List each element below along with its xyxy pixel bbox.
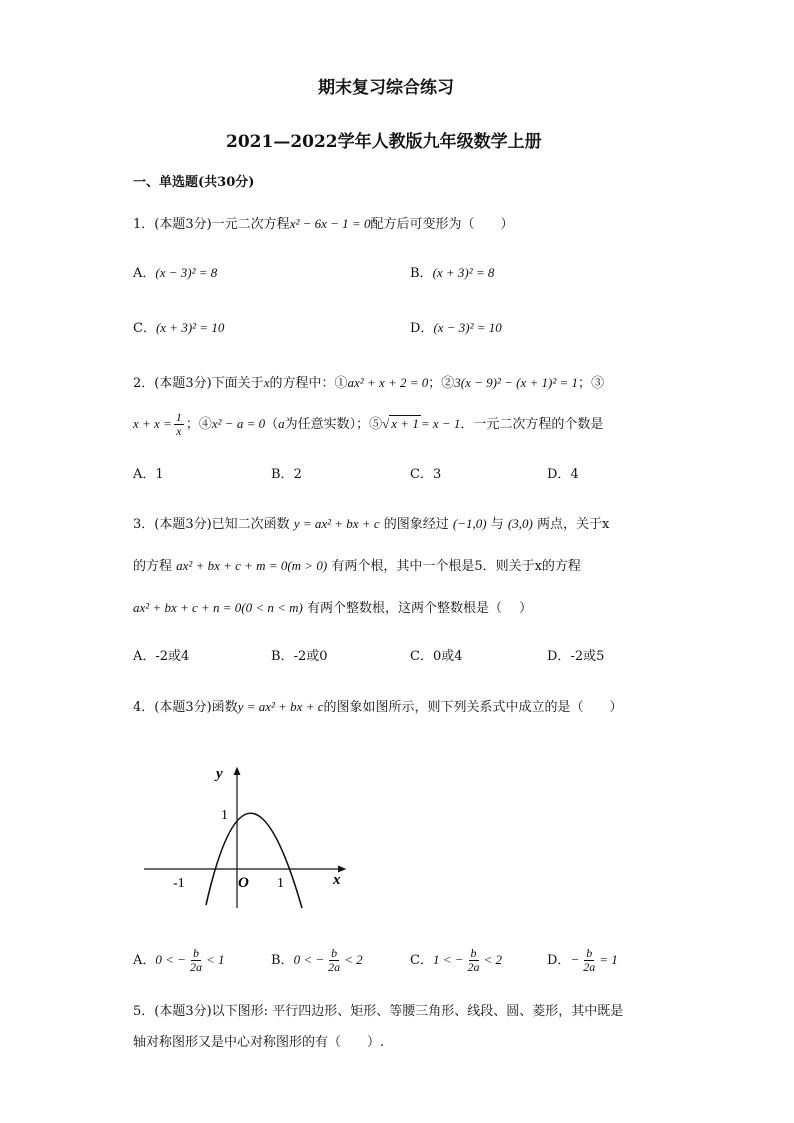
option-right: < 2	[344, 952, 363, 967]
option-label: D．	[547, 649, 571, 664]
parabola-graph	[140, 760, 355, 910]
denominator: x	[176, 424, 182, 438]
question-2-mid: 的方程中：	[269, 376, 335, 391]
question-1-suffix: 配方后可变形为（ ）	[370, 217, 514, 232]
question-3-line-1	[133, 516, 609, 533]
text: 与	[490, 517, 504, 532]
text: 有两个整数根，这两个整数根是（ ）	[307, 601, 533, 616]
numerator: b	[192, 946, 199, 960]
option-text: 1	[155, 467, 164, 482]
x-tick-label-pos: 1	[277, 876, 284, 891]
origin-label: O	[238, 875, 249, 891]
fraction	[581, 947, 597, 974]
numerator: b	[470, 946, 477, 960]
fraction	[188, 947, 204, 974]
section-heading: 一、单选题(共30分)	[133, 175, 255, 190]
q3-option-b[interactable]	[271, 649, 328, 665]
option-right: = 1	[599, 952, 618, 967]
option-label: D．	[410, 321, 434, 336]
q3-option-c[interactable]	[410, 649, 463, 665]
q3-option-a[interactable]	[133, 649, 189, 665]
option-label: B．	[271, 649, 294, 664]
circle-5-icon: ⑤	[369, 417, 383, 432]
separator: ；	[185, 417, 199, 432]
option-left: 0 < −	[293, 952, 325, 967]
fraction	[174, 411, 184, 438]
point-2: (3,0)	[507, 516, 533, 531]
q4-option-c[interactable]	[410, 947, 502, 974]
equation-1: ax² + x + 2 = 0	[347, 375, 429, 390]
page-title: 期末复习综合练习	[318, 78, 454, 98]
numerator: b	[331, 946, 338, 960]
parabola-curve	[206, 813, 302, 908]
option-label: B．	[271, 467, 294, 482]
denominator: 2a	[189, 960, 202, 974]
q3-option-d[interactable]	[547, 649, 604, 665]
q2-option-b[interactable]	[271, 467, 302, 483]
question-4	[133, 699, 623, 716]
option-text: -2或0	[293, 649, 328, 664]
numerator: b	[586, 946, 593, 960]
option-label: B．	[271, 953, 294, 968]
x-axis-label: x	[333, 872, 341, 888]
option-text: (x + 3)² = 10	[155, 320, 225, 335]
option-label: C．	[410, 649, 433, 664]
circle-4-icon: ④	[198, 417, 212, 432]
option-right: < 2	[483, 952, 503, 967]
option-text: (x − 3)² = 8	[155, 265, 218, 280]
x-tick-label-neg: -1	[173, 876, 185, 891]
equation-2: ax² + bx + c + m = 0(m > 0)	[176, 558, 328, 573]
question-2-prefix: 2．(本题3分)下面关于	[133, 376, 264, 391]
equation-3: x + x =	[133, 416, 172, 431]
q4-option-d[interactable]	[547, 947, 618, 974]
option-label: D．	[547, 953, 571, 968]
option-text: -2或4	[155, 649, 190, 664]
equation-1: y = ax² + bx + c	[293, 516, 380, 531]
text: 的方程	[133, 559, 173, 574]
option-label: C．	[410, 953, 433, 968]
question-1	[133, 216, 513, 233]
option-text: 4	[570, 467, 579, 482]
page-subtitle: 2021—2022学年人教版九年级数学上册	[226, 132, 542, 152]
question-2-line-2	[133, 411, 603, 438]
question-5-line-2: 轴对称图形又是中心对称图形的有（ ）.	[133, 1035, 385, 1050]
equation-4: x² − a = 0	[211, 416, 266, 431]
fraction	[466, 947, 482, 974]
question-3-line-3	[133, 600, 532, 617]
text: 的图象经过	[383, 517, 449, 532]
circle-3-icon: ③	[591, 376, 605, 391]
text: 两点，关于x	[536, 517, 610, 532]
question-4-suffix: 的图象如图所示，则下列关系式中成立的是（ ）	[323, 700, 623, 715]
separator: ；	[428, 376, 442, 391]
y-axis-label: y	[216, 766, 223, 782]
question-3-prefix: 3．(本题3分)已知二次函数	[133, 517, 290, 532]
circle-1-icon: ①	[334, 376, 348, 391]
option-label: C．	[133, 321, 156, 336]
equation-5: = x − 1	[420, 416, 461, 431]
q1-option-b[interactable]	[410, 265, 494, 282]
equation-2: 3(x − 9)² − (x + 1)² = 1	[454, 375, 579, 390]
option-label: A．	[133, 467, 156, 482]
option-text: (x − 3)² = 10	[433, 320, 502, 335]
option-label: A．	[133, 266, 156, 281]
q1-option-d[interactable]	[410, 320, 502, 337]
option-label: D．	[547, 467, 571, 482]
option-left: 0 < −	[155, 952, 186, 967]
question-1-equation: x² − 6x − 1 = 0	[289, 216, 371, 231]
option-right: < 1	[205, 952, 225, 967]
q2-option-a[interactable]	[133, 467, 164, 483]
q4-option-b[interactable]	[271, 947, 363, 974]
q1-option-c[interactable]	[133, 320, 224, 337]
equation-3: ax² + bx + c + n = 0(0 < n < m)	[133, 600, 303, 615]
question-1-prefix: 1．(本题3分)一元二次方程	[133, 217, 290, 232]
option-text: 2	[293, 467, 302, 482]
q4-option-a[interactable]	[133, 947, 224, 974]
option-label: B．	[410, 266, 433, 281]
sqrt-symbol: √	[382, 416, 390, 431]
option-left: −	[570, 952, 580, 967]
y-tick-label: 1	[221, 808, 228, 823]
q2-option-d[interactable]	[547, 467, 579, 483]
question-3-line-2	[133, 558, 581, 575]
denominator: 2a	[583, 960, 596, 974]
numerator: 1	[175, 410, 182, 424]
question-2-var: x	[263, 375, 270, 390]
q2-option-c[interactable]	[410, 467, 441, 483]
question-2-line-1	[133, 375, 604, 392]
question-5-line-1: 5．(本题3分)以下图形: 平行四边形、矩形、等腰三角形、线段、圆、菱形，其中既是	[133, 1004, 624, 1019]
option-text: 0或4	[432, 649, 463, 664]
question-4-prefix: 4．(本题3分)函数	[133, 700, 238, 715]
denominator: 2a	[467, 960, 480, 974]
denominator: 2a	[328, 960, 341, 974]
option-text: 3	[432, 467, 442, 482]
note-open: （	[265, 417, 279, 432]
option-label: A．	[133, 649, 156, 664]
question-2-suffix: ．一元二次方程的个数是	[460, 417, 604, 432]
separator: ；	[578, 376, 592, 391]
option-left: 1 < −	[432, 952, 464, 967]
fraction	[326, 947, 342, 974]
option-text: (x + 3)² = 8	[432, 265, 495, 280]
q1-option-a[interactable]	[133, 265, 217, 282]
circle-2-icon: ②	[441, 376, 455, 391]
note-text: 为任意实数）；	[284, 417, 370, 432]
option-label: C．	[410, 467, 433, 482]
sqrt-content: x + 1	[391, 416, 419, 431]
text: 有两个根，其中一个根是5．则关于x的方程	[331, 559, 581, 574]
option-text: -2或5	[570, 649, 605, 664]
point-1: (−1,0)	[452, 516, 487, 531]
option-label: A．	[133, 953, 156, 968]
equation-1: y = ax² + bx + c	[237, 699, 324, 714]
note-var: a	[278, 416, 285, 431]
